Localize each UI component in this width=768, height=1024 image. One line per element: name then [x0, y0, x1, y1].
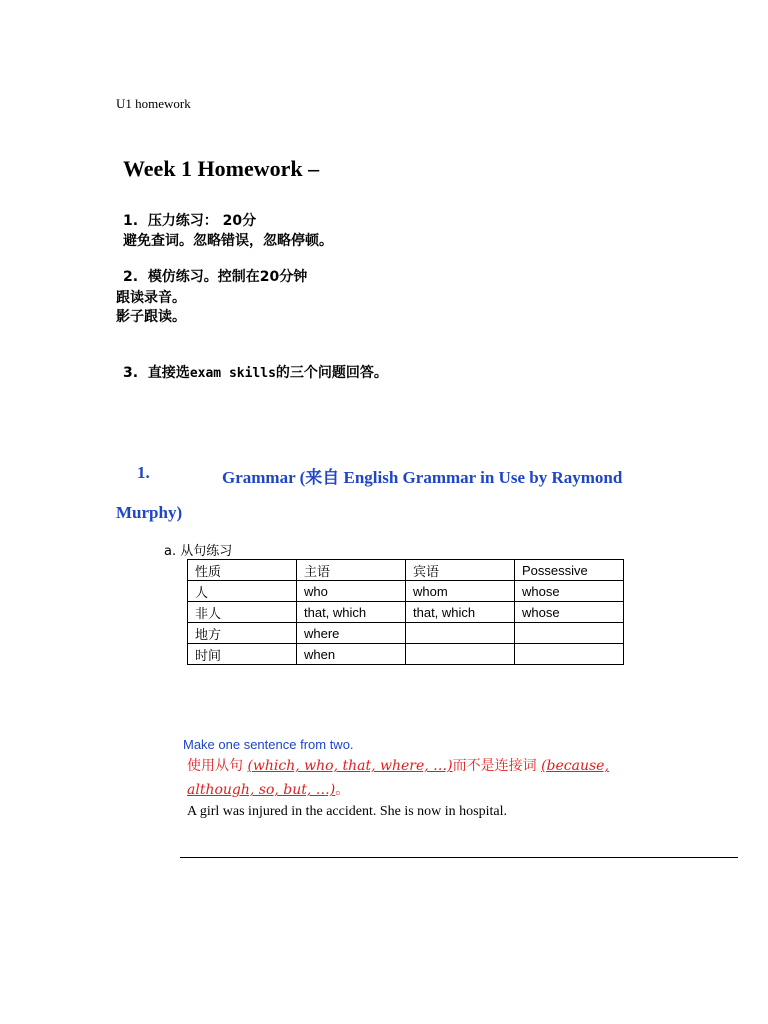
table-row	[188, 560, 624, 581]
relative-clause-table	[187, 559, 624, 665]
item-text: 模仿练习。控制在20分钟	[147, 269, 308, 285]
table-cell: who	[297, 581, 406, 602]
page-title: Week 1 Homework –	[123, 156, 320, 181]
note-text: although, so, but, …)	[187, 782, 336, 798]
item-text: 压力练习： 20分	[147, 213, 257, 229]
table-cell: 地方	[188, 623, 297, 644]
table-cell	[406, 623, 515, 644]
table-cell: whose	[515, 581, 624, 602]
table-cell: that, which	[297, 602, 406, 623]
exercise-note-cont	[187, 779, 349, 799]
table-row	[188, 581, 624, 602]
answer-line	[180, 857, 738, 858]
grammar-number: 1.	[137, 463, 150, 482]
table-cell	[515, 623, 624, 644]
item-text-mono: exam skills	[189, 366, 276, 381]
item-subtext: 影子跟读。	[116, 309, 186, 325]
item-number: 3.	[123, 365, 139, 381]
exercise-sentence: A girl was injured in the accident. She is now in hospital.	[187, 804, 508, 819]
grammar-title: Grammar (来自 English Grammar in Use by Raymond	[222, 468, 623, 487]
table-cell	[515, 644, 624, 665]
item-subtext: 跟读录音。	[116, 290, 186, 306]
note-text: (which, who, that, where, …)	[247, 758, 453, 774]
exercise-instruction: Make one sentence from two.	[183, 737, 354, 752]
note-text: (because,	[541, 758, 609, 774]
table-cell: when	[297, 644, 406, 665]
table-cell	[406, 644, 515, 665]
note-text: 而不是连接词	[452, 758, 537, 774]
list-item	[123, 210, 256, 230]
section-a-label: a. 从句练习	[164, 544, 233, 559]
table-cell: where	[297, 623, 406, 644]
table-cell: that, which	[406, 602, 515, 623]
table-row	[188, 644, 624, 665]
table-cell: 人	[188, 581, 297, 602]
table-cell: whose	[515, 602, 624, 623]
table-row	[188, 623, 624, 644]
item-number: 2.	[123, 269, 139, 285]
table-cell: 性质	[188, 560, 297, 581]
table-cell: 时间	[188, 644, 297, 665]
table-cell: Possessive	[515, 560, 624, 581]
table-cell: 主语	[297, 560, 406, 581]
note-text: 。	[335, 782, 350, 798]
exercise-note	[187, 755, 609, 775]
item-text: 直接选	[147, 365, 190, 381]
table-cell: 宾语	[406, 560, 515, 581]
table-cell: whom	[406, 581, 515, 602]
item-number: 1.	[123, 213, 139, 229]
item-text: 的三个问题回答。	[275, 365, 388, 381]
note-text: 使用从句	[187, 758, 243, 774]
table-cell: 非人	[188, 602, 297, 623]
document-header: U1 homework	[116, 96, 191, 111]
list-item	[123, 362, 388, 382]
list-item	[123, 266, 307, 286]
grammar-title-cont: Murphy)	[116, 503, 183, 522]
table-row	[188, 602, 624, 623]
item-subtext: 避免查词。忽略错误，忽略停顿。	[123, 233, 333, 249]
